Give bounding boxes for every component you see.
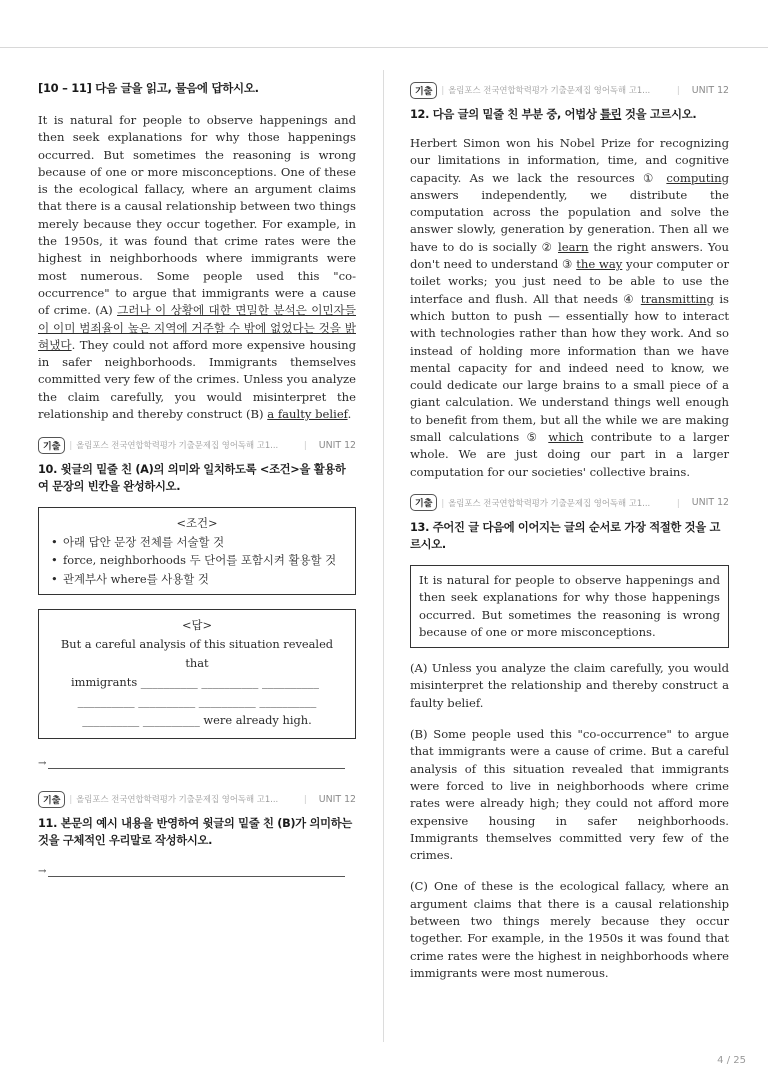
underlined-choice-3: the way bbox=[576, 257, 623, 272]
reading-passage bbox=[38, 112, 356, 423]
unit-label: UNIT 12 bbox=[318, 793, 356, 805]
past-exam-badge: 기출 bbox=[38, 791, 65, 808]
source-link[interactable]: 올림포스 전국연합학력평가 기출문제집 영어독해 고1... bbox=[76, 440, 279, 451]
source-link[interactable]: 올림포스 전국연합학력평가 기출문제집 영어독해 고1... bbox=[448, 85, 651, 95]
passage-text-3: . bbox=[347, 407, 352, 422]
answer-line: But a careful analysis of this situation revealed that bbox=[60, 637, 334, 671]
answer-box bbox=[38, 609, 356, 739]
passage-text: your computer or toilet works; you just need to be able to use the interface and flush. All that needs ④ bbox=[410, 257, 729, 306]
passage-text: answers independently, we distribute the computation across the population and solve the answer slowly, generation by generation. Then all we have to do is socially ② bbox=[410, 187, 729, 254]
left-column bbox=[38, 80, 356, 877]
column-divider bbox=[383, 70, 384, 1042]
answer-line[interactable]: __________ __________ __________ __________ bbox=[77, 694, 317, 709]
past-exam-badge: 기출 bbox=[38, 437, 65, 454]
separator: | bbox=[69, 440, 73, 451]
q11-answer-line[interactable] bbox=[38, 863, 356, 877]
arrow-icon: → bbox=[38, 866, 47, 878]
past-exam-badge: 기출 bbox=[410, 494, 437, 511]
given-text: It is natural for people to observe happenings and then seek explanations for why those happenings occurred. But sometimes the reasoning is wrong because of one or more misconceptions. bbox=[419, 572, 720, 639]
q12-source-bar bbox=[410, 80, 729, 100]
given-text-box bbox=[410, 565, 729, 648]
passage-text-1: It is natural for people to observe happenings and then seek explanations for why those happenings occurred. But sometimes the reasoning is wrong because of one or more misconceptions. One of these is the ecological fallacy, where an argument claims that there is a causal relationship between two things merely because they occur together. For example, in the 1950s, it was found that crime rates were the highest in neighborhoods where immigrants were most numerous. Some people used this "co-occurrence" to argue that immigrants were a cause of crime. (A) bbox=[38, 113, 356, 318]
past-exam-badge: 기출 bbox=[410, 82, 437, 99]
conditions-box bbox=[38, 507, 356, 595]
underlined-choice-1: computing bbox=[666, 170, 729, 185]
passage-text: the right answers. You don't need to understand ③ bbox=[410, 239, 729, 272]
answer-title: <답> bbox=[181, 618, 213, 633]
page-number: 4 / 25 bbox=[717, 1055, 746, 1066]
top-rule bbox=[0, 47, 768, 48]
title-text: 12. 다음 글의 밑줄 친 부분 중, 어법상 bbox=[410, 108, 601, 121]
paragraph-c: (C) One of these is the ecological fallacy, where an argument claims that there is a causal relationship between two things merely because they occur together. For example, in the 1950s it was found that crime rates were the highest in neighborhoods where immigrants were most numerous. bbox=[410, 879, 729, 980]
q11-title: 11. 본문의 예시 내용을 반영하여 윗글의 밑줄 친 (B)가 의미하는 것을 구체적인 우리말로 작성하시오. bbox=[38, 817, 352, 848]
conditions-list bbox=[49, 533, 345, 589]
underlined-choice-2: learn bbox=[558, 239, 589, 254]
right-column bbox=[410, 80, 729, 996]
paragraph-b: (B) Some people used this "co-occurrence" to argue that immigrants were a cause of crime. But a careful analysis of this situation revealed that immigrants were forced to live in neighborhoods where crime rates were already high; they could not afford more expensive housing in safer neighborhoods. Immigrants themselves committed very few of the crimes. bbox=[410, 727, 729, 863]
q10-title: 10. 윗글의 밑줄 친 (A)의 의미와 일치하도록 <조건>을 활용하여 문장의 빈칸을 완성하시오. bbox=[38, 463, 346, 494]
q11-source-bar bbox=[38, 789, 356, 809]
answer-line[interactable]: immigrants __________ __________ __________ bbox=[71, 675, 319, 690]
q10-source-bar bbox=[38, 435, 356, 455]
title-text: 것을 고르시오. bbox=[621, 108, 697, 121]
condition-item: • 아래 답안 문장 전체를 서술할 것 bbox=[49, 533, 345, 552]
separator: | bbox=[441, 85, 445, 95]
unit-label: UNIT 12 bbox=[691, 84, 729, 96]
condition-item: • force, neighborhoods 두 단어를 포함시켜 활용할 것 bbox=[49, 551, 345, 570]
paragraph-a: (A) Unless you analyze the claim carefully, you would misinterpret the relationship and thereby construct a faulty belief. bbox=[410, 661, 729, 710]
q13-title: 13. 주어진 글 다음에 이어지는 글의 순서로 가장 적절한 것을 고르시오. bbox=[410, 520, 721, 551]
answer-line[interactable]: __________ __________ were already high. bbox=[82, 713, 312, 728]
separator: | bbox=[69, 794, 73, 805]
passage-text: Herbert Simon won his Nobel Prize for recognizing our limitations in information, time, and cognitive capacity. As we lack the resources ① bbox=[410, 136, 729, 185]
underlined-a: 그러나 이 상황에 대한 면밀한 분석은 이민자들이 이미 범죄율이 높은 지역에 거주할 수 밖에 없었다는 것을 밝혀냈다 bbox=[38, 303, 357, 352]
passage-text: is which button to push — essentially how to interact with technologies rather than how they work. And so instead of holding more information than we have mental capacity for and indeed need to know, we could dedicate our large brains to a small piece of a giant calculation. We understand things well enough to benefit from them, but all the while we are making small calculations ⑤ bbox=[410, 291, 730, 445]
answer-underline bbox=[48, 759, 345, 769]
unit-label: UNIT 12 bbox=[691, 497, 729, 509]
title-underlined: 틀린 bbox=[600, 108, 622, 121]
q10-answer-line[interactable] bbox=[38, 755, 356, 769]
separator: | bbox=[303, 794, 307, 805]
source-link[interactable]: 올림포스 전국연합학력평가 기출문제집 영어독해 고1... bbox=[448, 497, 651, 508]
separator: | bbox=[676, 85, 680, 95]
conditions-title: <조건> bbox=[176, 516, 218, 531]
passage-text-2: . They could not afford more expensive housing in safer neighborhoods. Immigrants themselves committed very few of the crimes. Unless you analyze the claim carefully, you would misinterpret the relationship and thereby construct (B) bbox=[38, 337, 356, 422]
answer-underline bbox=[48, 867, 345, 877]
unit-label: UNIT 12 bbox=[318, 439, 356, 451]
underlined-b: a faulty belief bbox=[267, 407, 348, 422]
q13-source-bar bbox=[410, 493, 729, 513]
underlined-choice-4: transmitting bbox=[640, 291, 714, 306]
set-header: [10 – 11] 다음 글을 읽고, 물음에 답하시오. bbox=[38, 81, 259, 95]
q12-passage bbox=[410, 135, 729, 481]
source-link[interactable]: 올림포스 전국연합학력평가 기출문제집 영어독해 고1... bbox=[76, 794, 279, 805]
separator: | bbox=[441, 497, 445, 508]
underlined-choice-5: which bbox=[548, 430, 584, 445]
condition-item: • 관계부사 where를 사용할 것 bbox=[49, 570, 345, 589]
arrow-icon: → bbox=[38, 758, 47, 770]
q12-title bbox=[410, 106, 729, 123]
passage-text: contribute to a larger whole. We are just doing our part in a larger computation for our societies' collective brains. bbox=[410, 430, 729, 479]
separator: | bbox=[303, 440, 307, 451]
separator: | bbox=[676, 497, 680, 508]
